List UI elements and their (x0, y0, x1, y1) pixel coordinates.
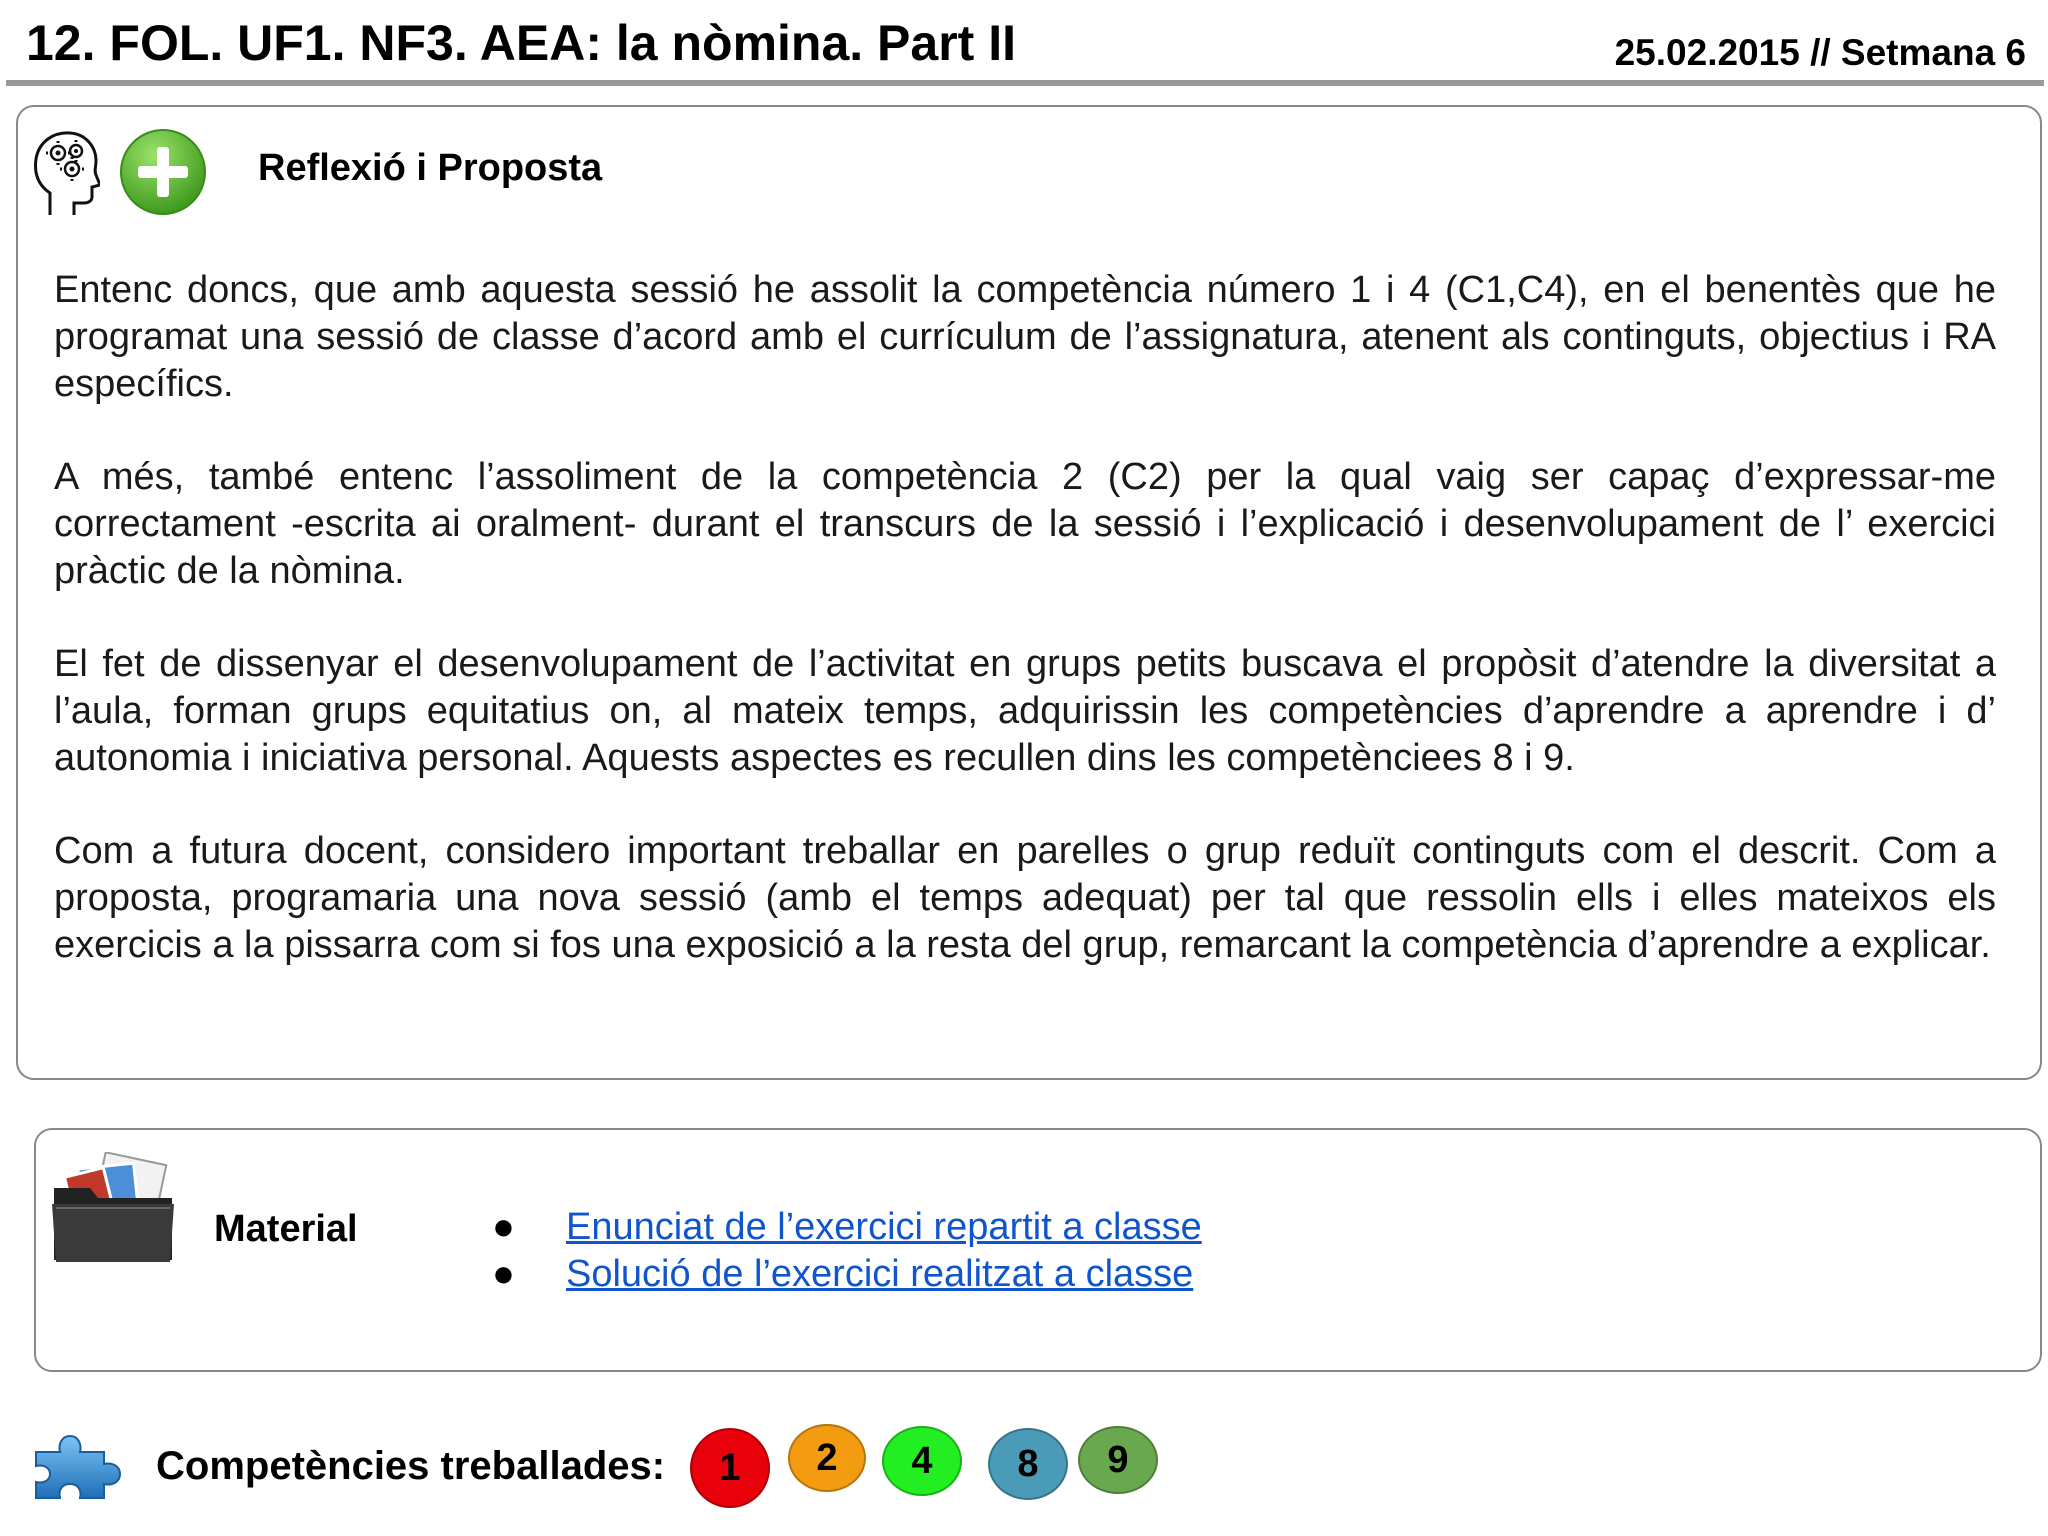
puzzle-icon (26, 1426, 134, 1506)
page-date: 25.02.2015 // Setmana 6 (1614, 32, 2026, 73)
material-label: Material (214, 1208, 358, 1250)
header-rule (6, 80, 2044, 86)
reflection-paragraph: El fet de dissenyar el desenvolupament de l’activitat en grups petits buscava el propòsit d’atendre la diversitat a l’aula, forman grups equitatius on, al mateix temps, adquirissin les competències d’aprendre a aprendre i d’ autonomia i iniciativa personal. Aquests aspectes es recullen dins les competènciees 8 i 9. (54, 643, 1996, 779)
list-item (492, 1204, 1202, 1251)
reflection-title: Reflexió i Proposta (258, 147, 603, 189)
material-links (492, 1204, 1202, 1298)
reflection-body (54, 267, 1996, 1015)
statement-link[interactable]: Enunciat de l’exercici repartit a classe (566, 1206, 1202, 1248)
page-title: 12. FOL. UF1. NF3. AEA: la nòmina. Part II (26, 15, 1016, 71)
folder-icon (50, 1152, 176, 1264)
bullet: ● (492, 1206, 515, 1248)
plus-icon (118, 127, 208, 217)
reflection-paragraph: A més, també entenc l’assoliment de la competència 2 (C2) per la qual vaig ser capaç d’expressar-me correctament -escrita ai oralment- durant el transcurs de la sessió i l’explicació i desenvolupament de l’ exercici pràctic de la nòmina. (54, 456, 1996, 592)
head-gears-icon (30, 129, 100, 217)
reflection-panel (16, 105, 2042, 1080)
list-item (492, 1251, 1202, 1298)
reflection-paragraph: Entenc doncs, que amb aquesta sessió he assolit la competència número 1 i 4 (C1,C4), en el benentès que he programat una sessió de classe d’acord amb el currículum de l’assignatura, atenent als continguts, objectius i RA específics. (54, 269, 1996, 405)
competency-badge-8: 8 (988, 1428, 1068, 1500)
solution-link[interactable]: Solució de l’exercici realitzat a classe (566, 1253, 1194, 1295)
reflection-paragraph: Com a futura docent, considero important treballar en parelles o grup reduït continguts com el descrit. Com a proposta, programaria una nova sessió (amb el temps adequat) per tal que ressolin ells i elles mateixos els exercicis a la pissarra com si fos una exposició a la resta del grup, remarcant la competència d’aprendre a explicar. (54, 830, 1996, 966)
bullet: ● (492, 1253, 515, 1295)
material-panel (34, 1128, 2042, 1372)
competency-badge-4: 4 (882, 1426, 962, 1496)
competency-badge-1: 1 (690, 1428, 770, 1508)
competency-badge-2: 2 (788, 1424, 866, 1492)
competencies-label: Competències treballades: (156, 1444, 666, 1488)
competency-badge-9: 9 (1078, 1426, 1158, 1494)
